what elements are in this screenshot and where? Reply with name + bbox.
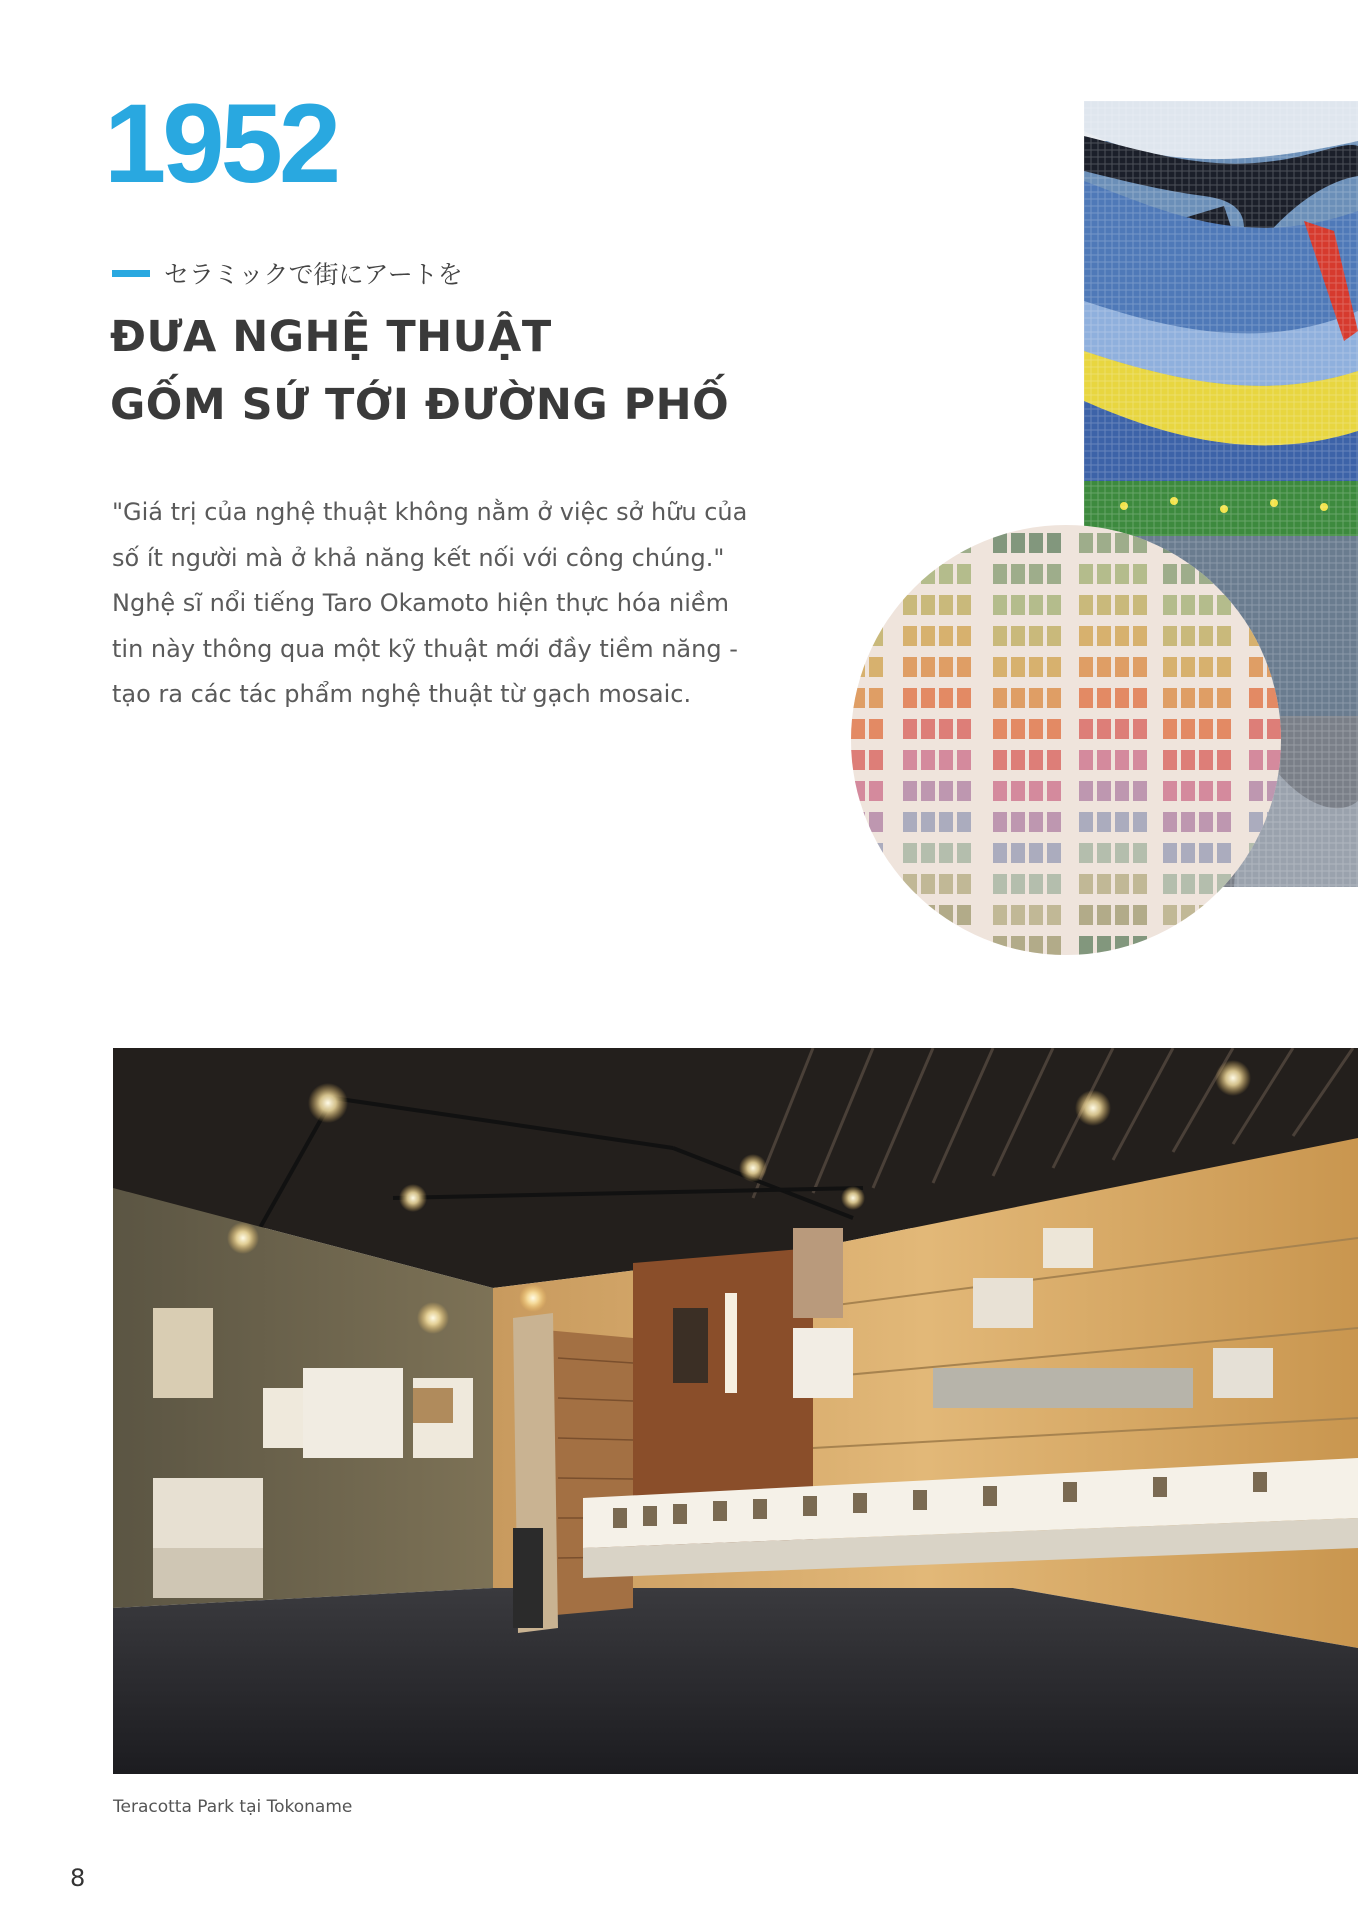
- japanese-subtitle: セラミックで街にアートを: [164, 260, 463, 289]
- title-line-1: ĐƯA NGHỆ THUẬT: [110, 312, 552, 362]
- body-paragraph: [112, 490, 772, 718]
- subtitle-row: [112, 255, 463, 291]
- year-heading: 1952: [104, 81, 338, 206]
- body-line-3: Nghệ sĩ nổi tiếng Taro Okamoto hiện thực hóa niềm: [112, 589, 730, 617]
- photo-caption: Teracotta Park tại Tokoname: [113, 1797, 353, 1817]
- accent-dash: [112, 270, 150, 277]
- body-line-1: "Giá trị của nghệ thuật không nằm ở việc sở hữu của: [112, 498, 748, 526]
- body-line-2: số ít người mà ở khả năng kết nối với công chúng.": [112, 543, 725, 572]
- page-title: [110, 303, 810, 439]
- tile-samples-image: [851, 525, 1281, 955]
- page-number: 8: [70, 1864, 86, 1892]
- body-line-4: tin này thông qua một kỹ thuật mới đầy tiềm năng -: [112, 634, 738, 663]
- title-line-2: GỐM SỨ TỚI ĐƯỜNG PHỐ: [110, 380, 730, 430]
- museum-interior-image: [113, 1048, 1358, 1774]
- body-line-5: tạo ra các tác phẩm nghệ thuật từ gạch mosaic.: [112, 680, 692, 708]
